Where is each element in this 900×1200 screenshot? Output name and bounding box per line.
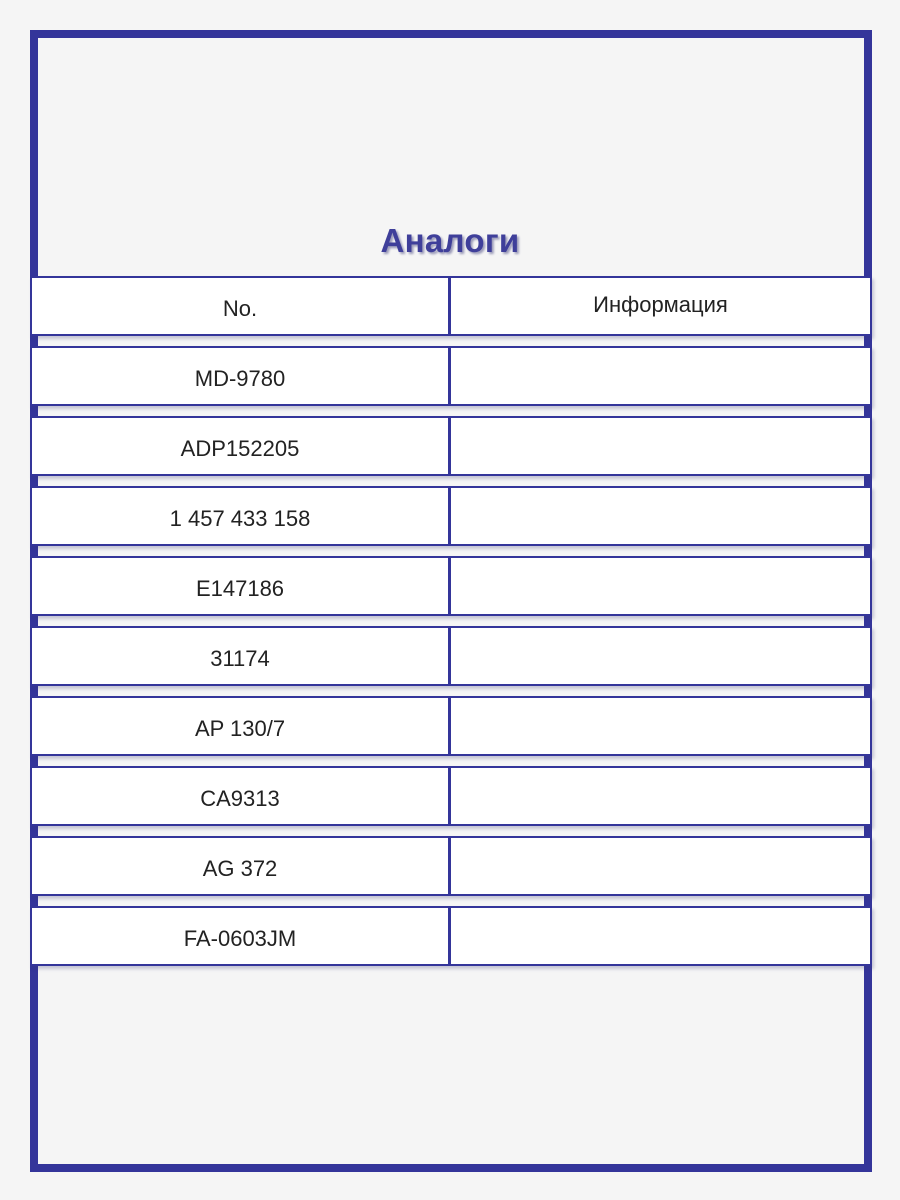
table-row (30, 906, 872, 966)
header-info: Информация (593, 292, 728, 317)
table-row (30, 626, 872, 686)
info-cell (451, 908, 870, 964)
part-number-cell: AG 372 (32, 838, 451, 894)
info-cell (451, 628, 870, 684)
part-number-cell: MD-9780 (32, 348, 451, 404)
part-number-cell: FA-0603JM (32, 908, 451, 964)
part-number-cell: E147186 (32, 558, 451, 614)
table-row (30, 416, 872, 476)
table-row (30, 696, 872, 756)
part-number-cell: CA9313 (32, 768, 451, 824)
info-cell (451, 698, 870, 754)
info-cell (451, 558, 870, 614)
info-cell (451, 768, 870, 824)
part-number-cell: 31174 (32, 628, 451, 684)
info-cell (451, 348, 870, 404)
table-row (30, 486, 872, 546)
table-row (30, 766, 872, 826)
info-cell (451, 418, 870, 474)
part-number-cell: ADP152205 (32, 418, 451, 474)
table-row (30, 346, 872, 406)
table-row (30, 836, 872, 896)
info-cell (451, 488, 870, 544)
part-number-cell: AP 130/7 (32, 698, 451, 754)
part-number-cell: 1 457 433 158 (32, 488, 451, 544)
info-cell (451, 838, 870, 894)
table-row (30, 556, 872, 616)
table-header (30, 276, 872, 336)
page-title: Аналоги (380, 222, 520, 259)
header-number: No. (32, 278, 451, 334)
